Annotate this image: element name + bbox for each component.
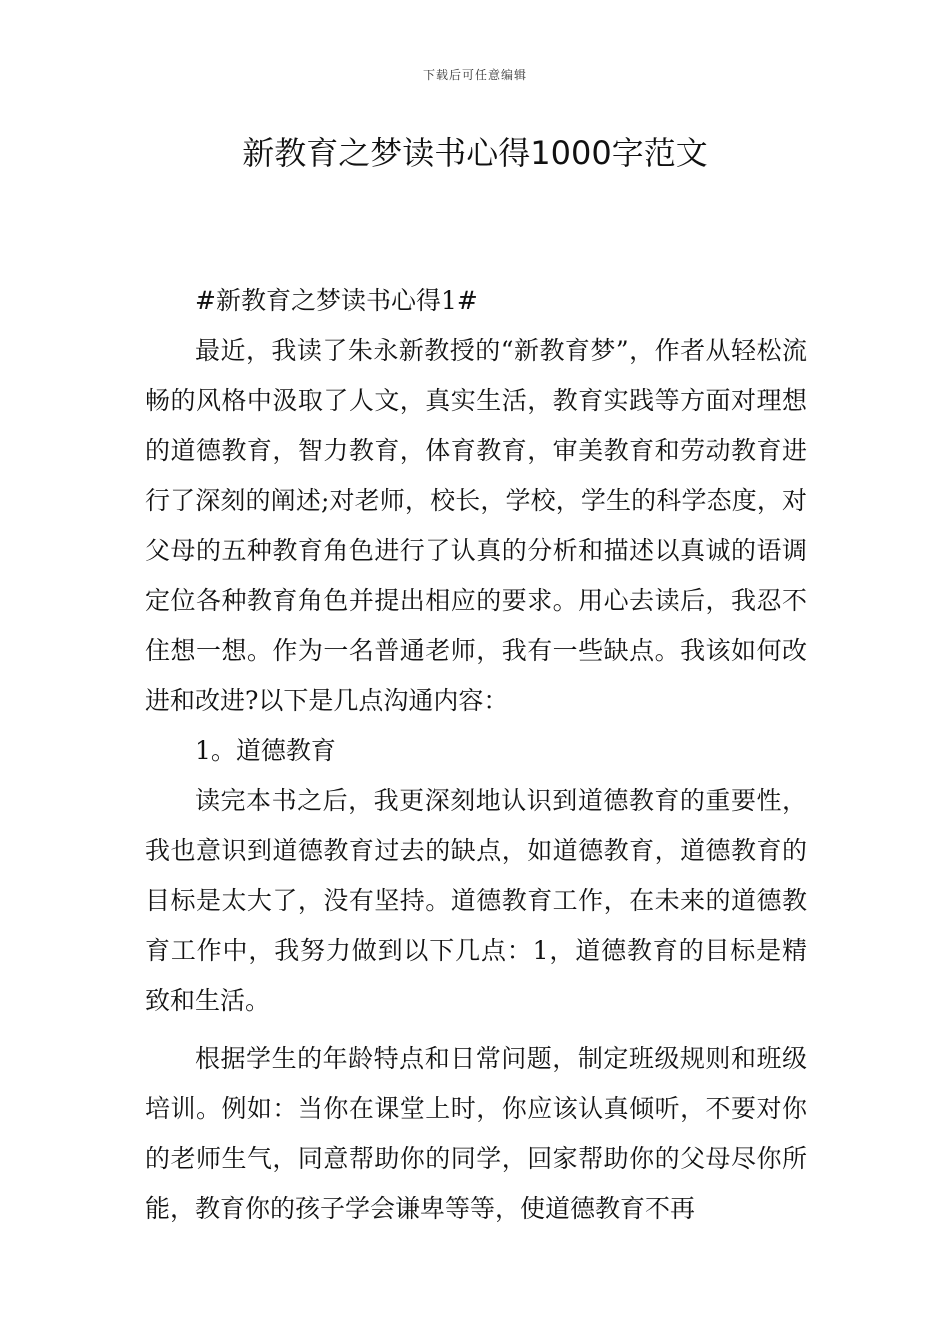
document-body (145, 276, 807, 1234)
paragraph: 根据学生的年龄特点和日常问题，制定班级规则和班级培训。例如：当你在课堂上时，你应该认真倾听，不要对你的老师生气，同意帮助你的同学，回家帮助你的父母尽你所能，教育你的孩子学会谦卑等等，使道德教育不再 (145, 1044, 807, 1223)
document-title: 新教育之梦读书心得1000字范文 (242, 134, 708, 172)
header-note: 下载后可任意编辑 (422, 68, 527, 82)
paragraph: 读完本书之后，我更深刻地认识到道德教育的重要性，我也意识到道德教育过去的缺点，如道德教育，道德教育的目标是太大了，没有坚持。道德教育工作，在未来的道德教育工作中，我努力做到以下几点：1，道德教育的目标是精致和生活。 (145, 786, 807, 1015)
subsection-heading: 1。道德教育 (195, 736, 336, 765)
section-heading: #新教育之梦读书心得1# (195, 286, 478, 315)
paragraph: 最近，我读了朱永新教授的“新教育梦”，作者从轻松流畅的风格中汲取了人文，真实生活，教育实践等方面对理想的道德教育，智力教育，体育教育，审美教育和劳动教育进行了深刻的阐述;对老师，校长，学校，学生的科学态度，对父母的五种教育角色进行了认真的分析和描述以真诚的语调定位各种教育角色并提出相应的要求。用心去读后，我忍不住想一想。作为一名普通老师，我有一些缺点。我该如何改进和改进?以下是几点沟通内容： (145, 336, 807, 715)
